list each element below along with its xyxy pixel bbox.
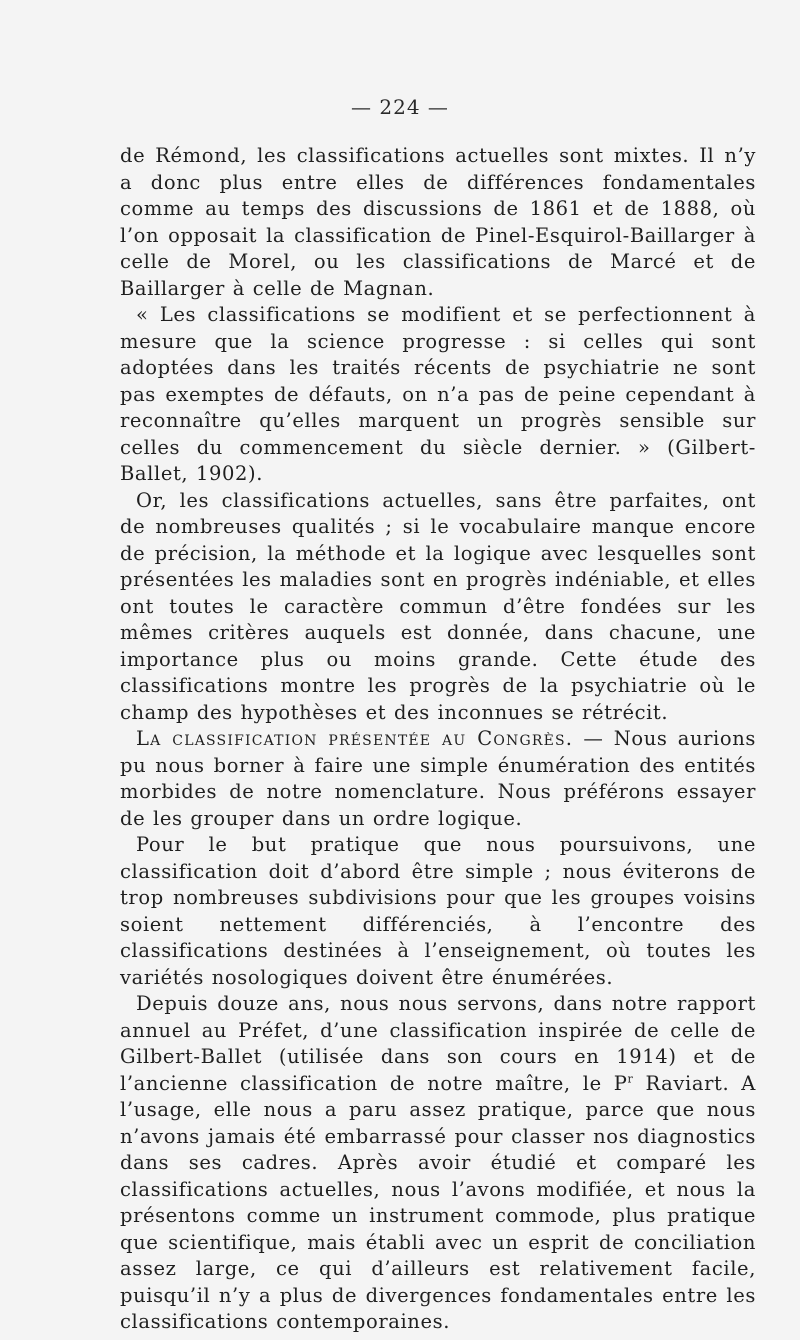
body-text [120, 143, 756, 1336]
section-heading: La classification présentée au Congrès. [136, 727, 574, 750]
paragraph-6-before: Depuis douze ans, nous nous servons, dans notre rapport annuel au Préfet, d’une classification inspirée de celle de Gilbert-Ballet (utilisée dans son cours en 1914) et de l’ancienne classification de notre maître, le P [120, 992, 756, 1095]
paragraph-4 [120, 726, 756, 832]
paragraph-1: de Rémond, les classifications actuelles sont mixtes. Il n’y a donc plus entre elles de différences fondamentales comme au temps des discussions de 1861 et de 1888, où l’on opposait la classification de Pinel-Esquirol-Baillarger à celle de Morel, ou les classifications de Marcé et de Baillarger à celle de Magnan. [120, 144, 756, 300]
paragraph-2-quote: « Les classifications se modifient et se perfectionnent à mesure que la science progresse : si celles qui sont adoptées dans les traités récents de psychiatrie ne sont pas exemptes de défauts, on n’a pas de peine cependant à reconnaître qu’elles marquent un progrès sensible sur celles du commencement du siècle dernier. » (Gilbert-Ballet, 1902). [120, 303, 756, 485]
paragraph-6 [120, 991, 756, 1336]
paragraph-6-after: Raviart. A l’usage, elle nous a paru assez pratique, parce que nous n’avons jamais été embarrassé pour classer nos diagnostics dans ses cadres. Après avoir étudié et comparé les classifications actuelles, nous l’avons modifiée, et nous la présentons comme un instrument commode, plus pratique que scientifique, mais établi avec un esprit de conciliation assez large, ce qui d’ailleurs est relativement facile, puisqu’il n’y a plus de divergences fondamentales entre les classifications contemporaines. [120, 1071, 756, 1333]
page-number: — 224 — [351, 95, 449, 119]
superscript-r: r [627, 1072, 634, 1085]
paragraph-4-text: — Nous aurions pu nous borner à faire une simple énumération des entités morbides de notre nomenclature. Nous préférons essayer de les grouper dans un ordre logique. [120, 727, 756, 830]
paragraph-3: Or, les classifications actuelles, sans être parfaites, ont de nombreuses qualités ; si le vocabulaire manque encore de précision, la méthode et la logique avec lesquelles sont présentées les maladies sont en progrès indéniable, et elles ont toutes le caractère commun d’être fondées sur les mêmes critères auquels est donnée, dans chacune, une importance plus ou moins grande. Cette étude des classifications montre les progrès de la psychiatrie où le champ des hypothèses et des inconnues se rétrécit. [120, 488, 756, 724]
paragraph-5: Pour le but pratique que nous poursuivons, une classification doit d’abord être simple ; nous éviterons de trop nombreuses subdivisions pour que les groupes voisins soient nettement différenciés, à l’encontre des classifications destinées à l’enseignement, où toutes les variétés nosologiques doivent être énumérées. [120, 833, 756, 989]
